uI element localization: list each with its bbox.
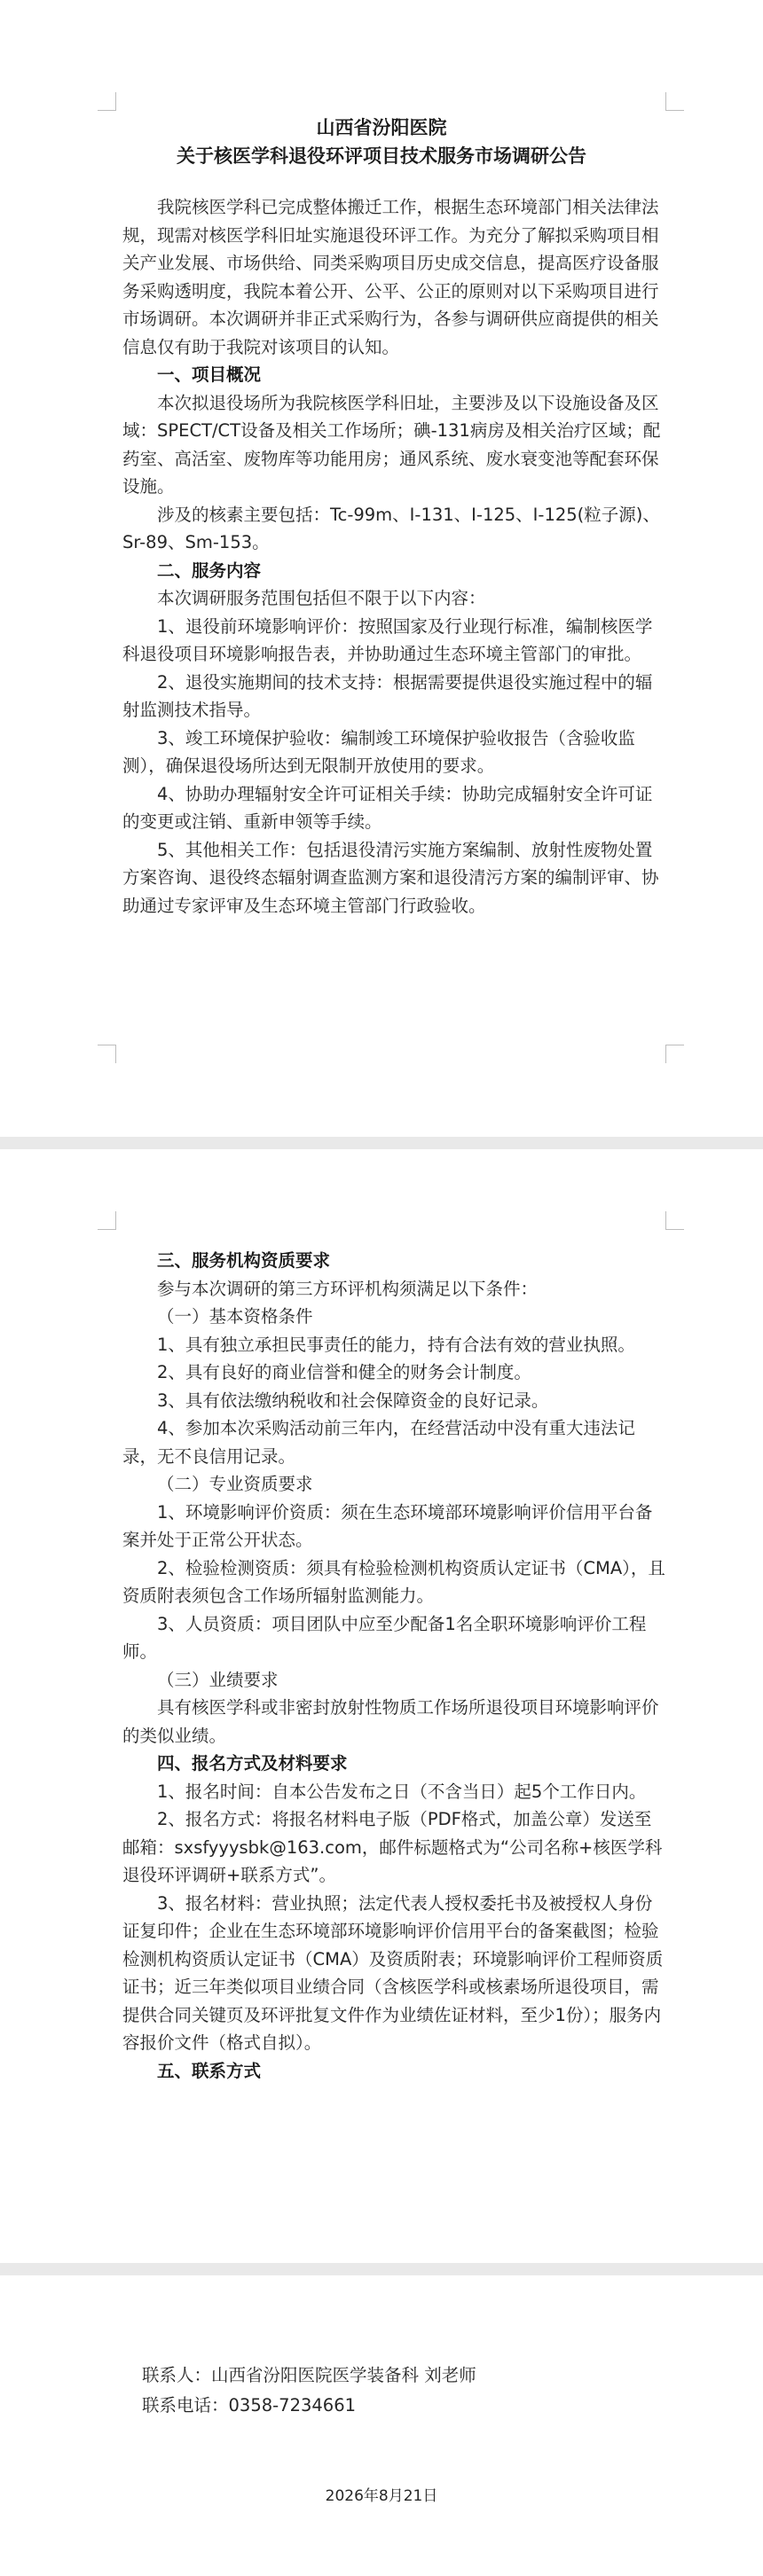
contact-block	[142, 2361, 476, 2421]
section-2-heading: 二、服务内容	[157, 560, 262, 581]
page-1-body	[122, 193, 665, 920]
professional-qualification-heading: （二）专业资质要求	[157, 1474, 313, 1494]
registration-item: 3、报名材料：营业执照；法定代表人授权委托书及被授权人身份证复印件；企业在生态环境部环境影响评价信用平台的备案截图；检验检测机构资质认定证书（CMA）及资质附表；环境影响评价工程师资质证书；近三年类似项目业绩合同（含核医学科或核素场所退役项目，需提供合同关键页及环评批复文件作为业绩佐证材料，至少1份）；服务内容报价文件（格式自拟）。	[122, 1892, 664, 2053]
registration-item: 1、报名时间：自本公告发布之日（不含当日）起5个工作日内。	[157, 1781, 647, 1802]
section-5-heading: 五、联系方式	[157, 2060, 262, 2081]
section-3-intro: 参与本次调研的第三方环评机构须满足以下条件：	[157, 1278, 539, 1299]
page-2-body	[122, 1247, 665, 2085]
service-item: 4、协助办理辐射安全许可证相关手续：协助完成辐射安全许可证的变更或注销、重新申领等手续。	[122, 783, 653, 832]
page-corner-mark	[98, 1211, 116, 1230]
page-corner-mark	[665, 92, 684, 111]
service-item: 5、其他相关工作：包括退役清污实施方案编制、放射性废物处置方案咨询、退役终态辐射调查监测方案和退役清污方案的编制评审、协助通过专家评审及生态环境主管部门行政验收。	[122, 839, 659, 916]
professional-qualification-item: 2、检验检测资质：须具有检验检测机构资质认定证书（CMA），且资质附表须包含工作场所辐射监测能力。	[122, 1557, 665, 1606]
section-2-intro: 本次调研服务范围包括但不限于以下内容：	[157, 588, 486, 608]
basic-qualification-item: 1、具有独立承担民事责任的能力，持有合法有效的营业执照。	[157, 1334, 635, 1355]
basic-qualification-item: 2、具有良好的商业信誉和健全的财务会计制度。	[157, 1362, 531, 1382]
performance-heading: （三）业绩要求	[157, 1669, 279, 1690]
section-1-heading: 一、项目概况	[157, 364, 262, 385]
contact-person: 联系人：山西省汾阳医院医学装备科 刘老师	[142, 2365, 476, 2385]
registration-item: 2、报名方式：将报名材料电子版（PDF格式，加盖公章）发送至邮箱：sxsfyyysbk@163.com，邮件标题格式为“公司名称+核医学科退役环评调研+联系方式”。	[122, 1809, 663, 1885]
section-3-heading: 三、服务机构资质要求	[157, 1250, 331, 1271]
basic-qualification-heading: （一）基本资格条件	[157, 1306, 313, 1327]
service-item: 2、退役实施期间的技术支持：根据需要提供退役实施过程中的辐射监测技术指导。	[122, 671, 653, 720]
section-1-paragraph: 本次拟退役场所为我院核医学科旧址，主要涉及以下设施设备及区域：SPECT/CT设备及相关工作场所；碘-131病房及相关治疗区域；配药室、高活室、废物库等功能用房；通风系统、废水衰变池等配套环保设施。	[122, 392, 661, 497]
announcement-date: 2026年8月21日	[325, 2487, 438, 2505]
page-corner-mark	[98, 1045, 116, 1063]
basic-qualification-item: 3、具有依法缴纳税收和社会保障资金的良好记录。	[157, 1390, 549, 1411]
basic-qualification-item: 4、参加本次采购活动前三年内，在经营活动中没有重大违法记录，无不良信用记录。	[122, 1418, 635, 1467]
intro-paragraph: 我院核医学科已完成整体搬迁工作，根据生态环境部门相关法律法规，现需对核医学科旧址实施退役环评工作。为充分了解拟采购项目相关产业发展、市场供给、同类采购项目历史成交信息，提高医疗设备服务采购透明度，我院本着公开、公平、公正的原则对以下采购项目进行市场调研。本次调研并非正式采购行为，各参与调研供应商提供的相关信息仅有助于我院对该项目的认知。	[122, 197, 659, 357]
document-page-3	[0, 2275, 763, 2576]
page-corner-mark	[665, 1045, 684, 1063]
page-corner-mark	[98, 92, 116, 111]
section-4-heading: 四、报名方式及材料要求	[157, 1753, 348, 1773]
document-title-hospital: 山西省汾阳医院	[316, 117, 447, 138]
contact-phone: 联系电话：0358-7234661	[142, 2395, 357, 2415]
professional-qualification-item: 1、环境影响评价资质：须在生态环境部环境影响评价信用平台备案并处于正常公开状态。	[122, 1501, 653, 1550]
service-item: 1、退役前环境影响评价：按照国家及行业现行标准，编制核医学科退役项目环境影响报告表，并协助通过生态环境主管部门的审批。	[122, 615, 653, 664]
document-page-1	[0, 0, 763, 1137]
page-corner-mark	[665, 1211, 684, 1230]
nuclides-paragraph: 涉及的核素主要包括：Tc-99m、I-131、I-125、I-125(粒子源)、Sr-89、Sm-153。	[122, 504, 660, 552]
performance-paragraph: 具有核医学科或非密封放射性物质工作场所退役项目环境影响评价的类似业绩。	[122, 1697, 659, 1746]
document-title-subject: 关于核医学科退役环评项目技术服务市场调研公告	[177, 145, 586, 167]
professional-qualification-item: 3、人员资质：项目团队中应至少配备1名全职环境影响评价工程师。	[122, 1613, 647, 1662]
document-page-2	[0, 1149, 763, 2263]
service-item: 3、竣工环境保护验收：编制竣工环境保护验收报告（含验收监测），确保退役场所达到无限制开放使用的要求。	[122, 727, 635, 776]
